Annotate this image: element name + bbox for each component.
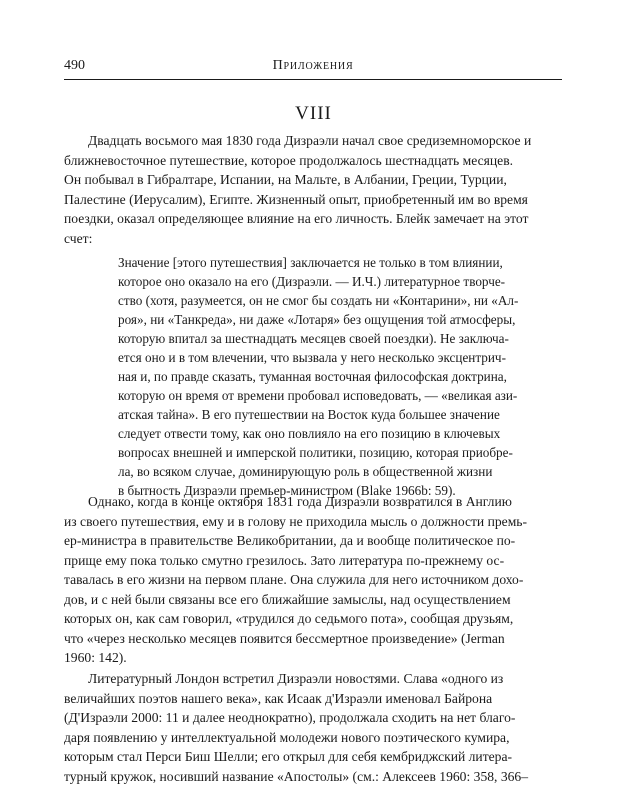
text-line: в бытность Дизраэли премьер-министром (Blake 1966b: 59). [118,483,456,498]
header-rule [64,79,562,80]
text-line: которых он, как сам говорил, «трудился до седьмого пота», сообщая друзьям, [64,611,514,626]
text-line: Литературный Лондон встретил Дизраэли новостями. Слава «одного из [88,671,504,686]
block-quote [118,253,562,500]
paragraph-3 [64,669,562,786]
text-line: ер-министра в правительстве Великобритании, да и вообще политическое по- [64,533,516,548]
text-line: из своего путешествия, ему и в голову не приходила мысль о должности премь- [64,513,528,529]
text-line: величайших поэтов нашего века», как Исаак д'Израэли именовал Байрона [64,690,493,706]
text-line: ближневосточное путешествие, которое продолжалось шестнадцать месяцев. [64,152,514,168]
text-line: Однако, когда в конце октября 1831 года Дизраэли возвратился в Англию [88,494,512,509]
text-line: атская тайна». В его путешествии на Восток куда большее значение [118,407,500,422]
text-line: которое оно оказало на его (Дизраэли. — И.Ч.) литературное творче- [118,274,506,289]
text-line: которым стал Перси Биш Шелли; его открыл для себя кембриджский литера- [64,749,513,764]
section-title: VIII [295,103,332,124]
text-line: прище ему пока только смутно грезилось. Зато литература по-прежнему ос- [64,552,505,568]
text-line: ла, во всяком случае, доминирующую роль в общественной жизни [118,464,493,479]
text-line: Он побывал в Гибралтаре, Испании, на Мальте, в Албании, Греции, Турции, [64,172,507,187]
text-line: тавалась в его жизни на первом плане. Она служила для него источником дохо- [64,572,524,587]
text-line: которую впитал за шестнадцать месяцев своей поездки). Не заключа- [118,331,509,346]
text-line: турный кружок, носивший название «Апостолы» (см.: Алексеев 1960: 358, 366– [64,768,529,784]
text-line: счет: [64,230,93,246]
text-line: дов, и с ней были связаны все его ближайшие замыслы, над осуществлением [64,591,511,607]
text-line: которую он время от времени пробовал исповедовать, — «великая ази- [118,388,518,403]
text-line: поездки, оказал определяющее влияние на его личность. Блейк замечает на этот [64,211,529,226]
page-header [64,58,562,78]
text-line: 1960: 142). [64,650,127,665]
running-title: Приложения [272,58,354,73]
text-line: роя», ни «Танкреда», ни даже «Лотаря» без ощущения той атмосферы, [118,312,516,327]
text-line: ство (хотя, разумеется, он не смог бы создать ни «Контарини», ни «Ал- [118,293,519,308]
paragraph-2 [64,492,562,668]
text-line: Палестине (Иерусалим), Египте. Жизненный опыт, приобретенный им во время [64,191,528,207]
text-line: следует отвести тому, как оно повлияло на его позицию в ключевых [118,426,501,441]
text-line: даря появлению у интеллектуальной молодежи нового поэтического кумира, [64,729,510,745]
paragraph-1 [64,131,562,248]
text-line: ная и, по правде сказать, туманная восточная философская доктрина, [118,369,507,384]
text-line: что «через несколько месяцев появится бессмертное произведение» (Jerman [64,630,505,646]
text-line: ется оно и в том влечении, что вызвала у него несколько эксцентрич- [118,350,506,365]
page-number: 490 [64,58,85,73]
text-line: Двадцать восьмого мая 1830 года Дизраэли начал свое средиземноморское и [88,133,532,148]
text-line: (Д'Израэли 2000: 11 и далее неоднократно), продолжала сходить на нет благо- [64,710,516,725]
text-line: Значение [этого путешествия] заключается не только в том влиянии, [118,255,503,270]
text-line: вопросах внешней и имперской политики, позицию, которая приобре- [118,445,513,460]
